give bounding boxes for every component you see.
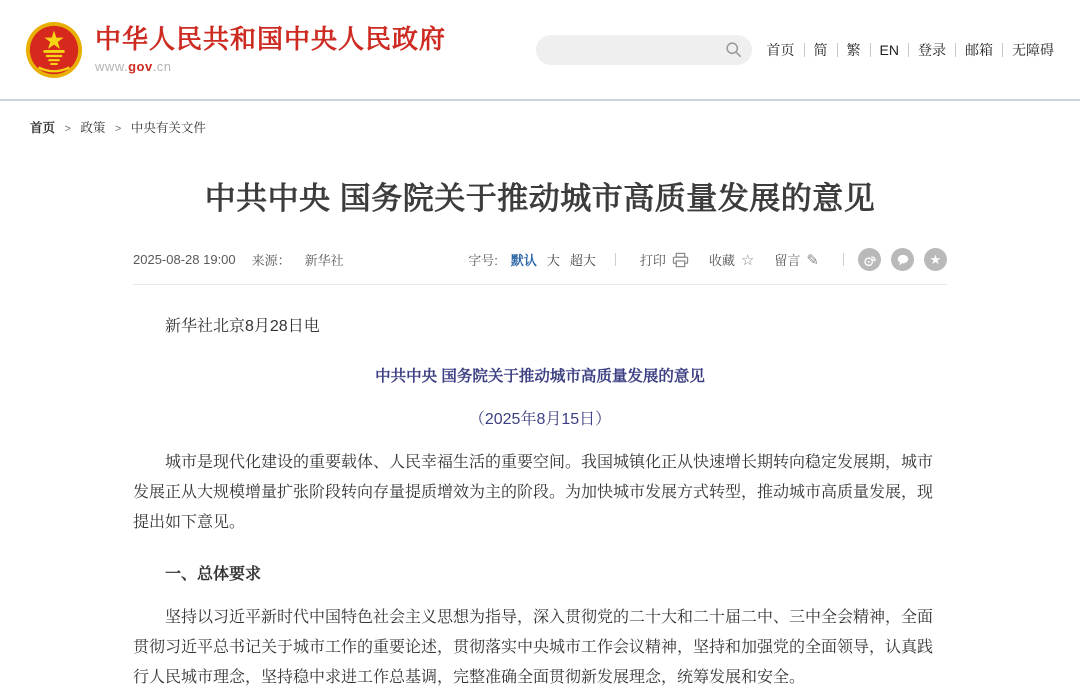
print-button[interactable] xyxy=(640,250,689,269)
national-emblem-icon xyxy=(25,21,83,79)
share-group xyxy=(858,248,947,271)
font-size-large[interactable]: 大 xyxy=(546,253,560,268)
breadcrumb-central-documents[interactable]: 中央有关文件 xyxy=(130,121,206,135)
font-size-label: 字号: xyxy=(468,253,498,268)
comment-button[interactable] xyxy=(774,250,819,269)
star-icon: ☆ xyxy=(740,251,755,269)
toolbar-divider xyxy=(615,253,616,266)
nav-mail[interactable]: 邮箱 xyxy=(965,41,993,58)
toolbar-divider xyxy=(843,253,844,266)
nav-divider xyxy=(1002,43,1003,57)
pencil-icon: ✎ xyxy=(806,251,819,269)
publish-datetime: 2025-08-28 19:00 xyxy=(133,252,236,267)
wechat-icon xyxy=(896,253,910,267)
comment-label: 留言 xyxy=(774,253,801,268)
nav-divider xyxy=(870,43,871,57)
wechat-share-button[interactable] xyxy=(891,248,914,271)
breadcrumb-policy[interactable]: 政策 xyxy=(80,121,106,135)
article-toolbar xyxy=(468,248,947,271)
breadcrumb-home[interactable]: 首页 xyxy=(30,121,56,135)
breadcrumb xyxy=(0,101,1080,136)
nav-divider xyxy=(908,43,909,57)
breadcrumb-separator: > xyxy=(64,123,71,135)
favorite-button[interactable] xyxy=(709,250,754,269)
top-nav xyxy=(767,40,1054,60)
search-icon[interactable] xyxy=(725,41,742,58)
nav-divider xyxy=(837,43,838,57)
site-url xyxy=(95,59,446,74)
breadcrumb-separator: > xyxy=(114,123,122,135)
site-title: 中华人民共和国中央人民政府 xyxy=(95,24,447,55)
printer-icon xyxy=(672,252,689,268)
site-logo[interactable] xyxy=(25,21,446,79)
print-label: 打印 xyxy=(639,253,666,268)
article-body xyxy=(133,312,947,693)
paragraph-intro: 新华社北京8月28日电 xyxy=(165,318,320,335)
source-label: 来源： xyxy=(251,253,291,268)
font-size-default[interactable]: 默认 xyxy=(510,253,537,268)
weibo-icon xyxy=(863,253,877,267)
url-www: www. xyxy=(95,58,129,74)
meta-separator-line xyxy=(133,284,947,285)
nav-english[interactable]: EN xyxy=(879,41,899,58)
favorite-label: 收藏 xyxy=(708,253,735,268)
document-title: 中共中央 国务院关于推动城市高质量发展的意见 xyxy=(375,368,705,385)
search-box[interactable] xyxy=(536,35,752,65)
paragraph: 城市是现代化建设的重要载体、人民幸福生活的重要空间。我国城镇化正从快速增长期转向稳定发展期，城市发展正从大规模增量扩张阶段转向存量提质增效为主的阶段。为加快城市发展方式转型，推动城市高质量发展，现提出如下意见。 xyxy=(133,454,934,531)
url-gov: gov xyxy=(128,58,153,74)
nav-simplified[interactable]: 简 xyxy=(813,41,828,58)
search-input[interactable] xyxy=(550,42,725,57)
source-value[interactable]: 新华社 xyxy=(304,253,344,268)
article-meta-row xyxy=(133,248,947,271)
nav-divider xyxy=(804,43,805,57)
page-title: 中共中央 国务院关于推动城市高质量发展的意见 xyxy=(204,181,876,216)
font-size-xlarge[interactable]: 超大 xyxy=(569,253,596,268)
document-date: （2025年8月15日） xyxy=(468,411,612,428)
paragraph: 坚持以习近平新时代中国特色社会主义思想为指导，深入贯彻党的二十大和二十届二中、三中全会精神，全面贯彻习近平总书记关于城市工作的重要论述，贯彻落实中央城市工作会议精神，坚持和加强党的全面领导，认真践行人民城市理念，坚持稳中求进工作总基调，完整准确全面贯彻新发展理念，统筹发展和安全。 xyxy=(133,609,934,686)
nav-traditional[interactable]: 繁 xyxy=(846,41,861,58)
weibo-share-button[interactable] xyxy=(858,248,881,271)
nav-login[interactable]: 登录 xyxy=(918,41,946,58)
nav-divider xyxy=(955,43,956,57)
qzone-icon: ★ xyxy=(929,252,942,267)
site-header xyxy=(0,0,1080,101)
nav-accessibility[interactable]: 无障碍 xyxy=(1012,41,1054,58)
section-heading: 一、总体要求 xyxy=(165,566,262,583)
url-cn: .cn xyxy=(152,58,172,74)
qzone-share-button[interactable] xyxy=(924,248,947,271)
nav-home[interactable]: 首页 xyxy=(766,41,795,58)
article xyxy=(133,173,947,693)
